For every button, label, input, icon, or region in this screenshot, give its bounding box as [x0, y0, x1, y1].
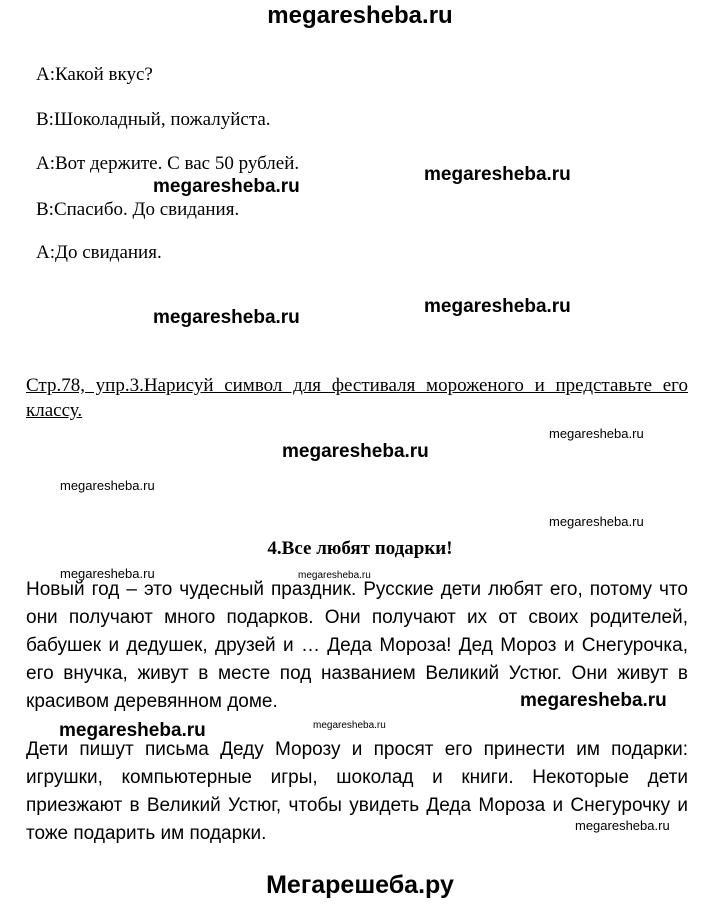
task-instruction: Стр.78, упр.3.Нарисуй символ для фестиваля мороженого и представьте его классу. [26, 375, 688, 421]
dialogue-line-4: B:Спасибо. До свидания. [36, 199, 240, 220]
watermark: megaresheba.ru [424, 164, 571, 185]
watermark: megaresheba.ru [549, 426, 644, 441]
watermark: megaresheba.ru [60, 478, 155, 493]
dialogue-line-5: A:До свидания. [36, 242, 162, 263]
site-footer-title: Мегарешеба.ру [266, 871, 454, 899]
dialogue-line-2: B:Шоколадный, пожалуйста. [36, 109, 271, 130]
watermark: megaresheba.ru [575, 818, 670, 833]
watermark: megaresheba.ru [153, 176, 300, 197]
paragraph-2: Дети пишут письма Деду Морозу и просят его принести им подарки: игрушки, компьютерные игры, шоколад и книги. Некоторые дети приезжают в Великий Устюг, чтобы увидеть Деда Мороза и Снегурочку и тоже подарить им подарки. [26, 739, 688, 844]
dialogue-line-1: A:Какой вкус? [36, 64, 153, 85]
section-heading: 4.Все любят подарки! [267, 538, 453, 559]
watermark: megaresheba.ru [424, 296, 571, 317]
watermark: megaresheba.ru [313, 720, 386, 731]
watermark: megaresheba.ru [520, 690, 667, 711]
watermark: megaresheba.ru [298, 570, 371, 581]
dialogue-line-3: A:Вот держите. С вас 50 рублей. [36, 153, 300, 174]
watermark: megaresheba.ru [549, 514, 644, 529]
site-header-title: megaresheba.ru [267, 2, 453, 29]
watermark: megaresheba.ru [60, 566, 155, 581]
watermark: megaresheba.ru [153, 307, 300, 328]
paragraph-1: Новый год – это чудесный праздник. Русские дети любят его, потому что они получают много подарков. Они получают их от своих родителей, бабушек и дедушек, друзей и … Деда Мороза! Дед Мороз и Снегурочка, его внучка, живут в месте под названием Великий Устюг. Они живут в красивом деревянном доме. [26, 579, 688, 712]
watermark: megaresheba.ru [59, 720, 206, 741]
watermark: megaresheba.ru [282, 441, 429, 462]
